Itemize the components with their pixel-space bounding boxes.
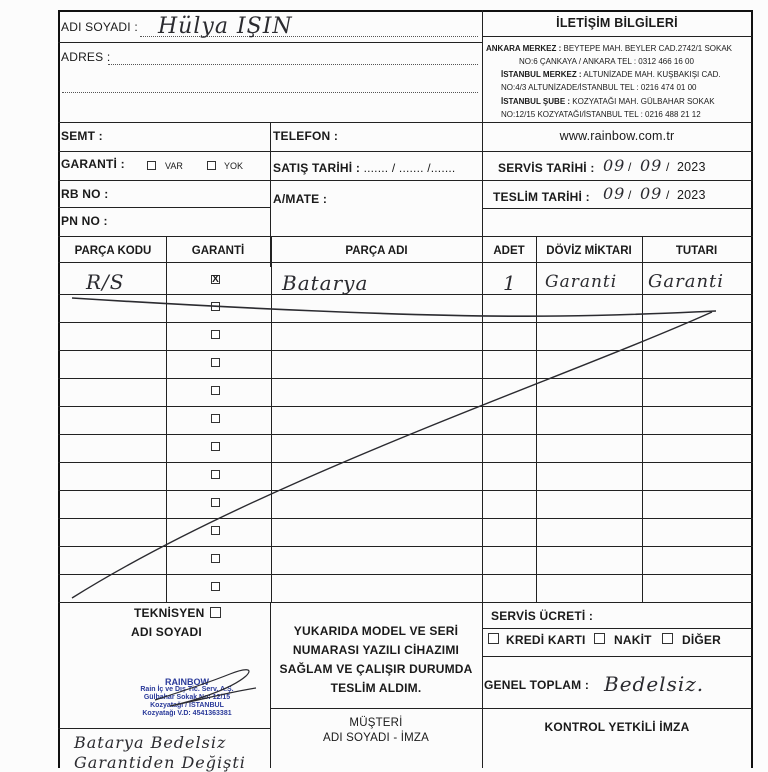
row1-part-code: R/S	[86, 270, 125, 294]
delivery-date-month: 09	[640, 184, 663, 203]
sale-date-label: SATIŞ TARİHİ : ....... / ....... /.......	[273, 161, 456, 175]
row-divider	[270, 708, 482, 709]
row1-total: Garanti	[648, 271, 725, 292]
grand-total-label: GENEL TOPLAM :	[484, 678, 590, 692]
technician-name-label: ADI SOYADI	[131, 625, 202, 639]
header-part-name: PARÇA ADI	[345, 245, 408, 257]
date-separator: /	[628, 160, 632, 174]
rb-label: RB NO :	[61, 187, 109, 201]
table-bottom-border	[58, 602, 753, 603]
delivery-date-year: 2023	[677, 188, 706, 202]
istanbul-address-line2: NO:4/3 ALTUNİZADE/İSTANBUL TEL : 0216 474 01 00	[501, 83, 697, 92]
customer-signature-label	[272, 716, 480, 746]
warranty-yes-label: VAR	[165, 161, 183, 171]
pn-label: PN NO :	[61, 214, 108, 228]
technician-checkbox[interactable]	[210, 607, 221, 618]
stamp-line1: Rain İç ve Dış Tic. Serv. A.Ş.	[140, 686, 234, 693]
service-date-month: 09	[640, 156, 663, 175]
customer-sign-line1: MÜŞTERİ	[349, 717, 403, 729]
warranty-label: GARANTİ :	[61, 157, 125, 171]
col-divider	[270, 602, 271, 768]
delivery-date-day: 09	[603, 184, 626, 203]
stamp-line2: Gülbahar Sokak No: 12/15	[143, 694, 231, 701]
header-total: TUTARI	[675, 245, 718, 257]
branch-address-line1: İSTANBUL ŞUBE : KOZYATAĞI MAH. GÜLBAHAR SOKAK	[501, 97, 715, 106]
row1-quantity: 1	[503, 271, 517, 295]
cash-checkbox[interactable]	[594, 633, 605, 644]
district-label: SEMT :	[61, 129, 103, 143]
customer-name-value: Hülya IŞIN	[158, 14, 293, 39]
declaration-line1: YUKARIDA MODEL VE SERİ	[293, 624, 459, 638]
stamp-brand: RAINBOW	[165, 677, 209, 687]
customer-sign-line2: ADI SOYADI - İMZA	[322, 732, 430, 744]
credit-card-checkbox[interactable]	[488, 633, 499, 644]
header-part-code: PARÇA KODU	[74, 245, 152, 257]
date-separator: /	[666, 188, 670, 202]
other-label: DİĞER	[682, 633, 722, 647]
amate-label: A/MATE :	[273, 192, 328, 206]
istanbul-address-line1: İSTANBUL MERKEZ : ALTUNİZADE MAH. KUŞBAKIŞI CAD.	[501, 70, 721, 79]
contact-title: İLETİŞİM BİLGİLERİ	[556, 16, 678, 30]
cash-label: NAKİT	[614, 633, 652, 647]
service-date-day: 09	[603, 156, 626, 175]
warranty-no-label: YOK	[224, 161, 244, 171]
date-separator: /	[666, 160, 670, 174]
branch-address-line2: NO:12/15 KOZYATAĞI/İSTANBUL TEL : 0216 488 21 12	[501, 110, 701, 119]
control-signature-label: KONTROL YETKİLİ İMZA	[544, 720, 690, 734]
header-warranty: GARANTİ	[191, 245, 245, 257]
header-quantity: ADET	[493, 245, 525, 257]
technician-note-line1: Batarya Bedelsiz	[74, 733, 227, 752]
grand-total-value: Bedelsiz.	[604, 672, 705, 696]
technician-label: TEKNİSYEN	[134, 606, 205, 620]
service-date-year: 2023	[677, 160, 706, 174]
ankara-address-line2: NO:6 ÇANKAYA / ANKARA TEL : 0312 466 16 00	[519, 57, 694, 66]
header-currency-amount: DÖVİZ MİKTARI	[546, 245, 632, 257]
ankara-address-line1: ANKARA MERKEZ : BEYTEPE MAH. BEYLER CAD.2742/1 SOKAK	[486, 44, 733, 53]
row-divider	[482, 708, 752, 709]
credit-card-label: KREDİ KARTI	[506, 633, 586, 647]
other-checkbox[interactable]	[662, 633, 673, 644]
technician-note-line2: Garantiden Değişti	[74, 753, 246, 772]
row1-part-name: Batarya	[282, 271, 369, 295]
strike-line-diagonal	[72, 312, 712, 598]
date-separator: /	[628, 188, 632, 202]
signature-stroke	[155, 670, 256, 706]
declaration-line4: TESLİM ALDIM.	[330, 681, 422, 695]
technician-signature	[150, 662, 260, 712]
name-label: ADI SOYADI :	[61, 20, 138, 34]
declaration-line2: NUMARASI YAZILI CİHAZIMI	[292, 643, 460, 657]
declaration-line3: SAĞLAM VE ÇALIŞIR DURUMDA	[279, 662, 473, 676]
address-label: ADRES :	[61, 50, 111, 64]
row1-currency-amount: Garanti	[545, 272, 618, 292]
website-link[interactable]: www.rainbow.com.tr	[559, 129, 675, 143]
stamp-line3: Kozyatağı / İSTANBUL	[150, 702, 224, 709]
stamp-line4: Kozyatağı V.D: 4541363381	[142, 710, 232, 717]
row1-warranty-checkbox[interactable]: X	[212, 274, 219, 285]
delivery-declaration	[272, 622, 480, 698]
phone-label: TELEFON :	[273, 129, 339, 143]
service-date-label: SERVİS TARİHİ :	[498, 161, 595, 175]
row-divider	[482, 656, 752, 657]
row-divider	[58, 728, 270, 729]
col-divider	[482, 602, 483, 768]
delivery-date-label: TESLİM TARİHİ :	[493, 190, 590, 204]
service-fee-label: SERVİS ÜCRETİ :	[491, 609, 594, 623]
row-divider	[482, 628, 752, 629]
strike-line-horizontal	[72, 298, 716, 316]
